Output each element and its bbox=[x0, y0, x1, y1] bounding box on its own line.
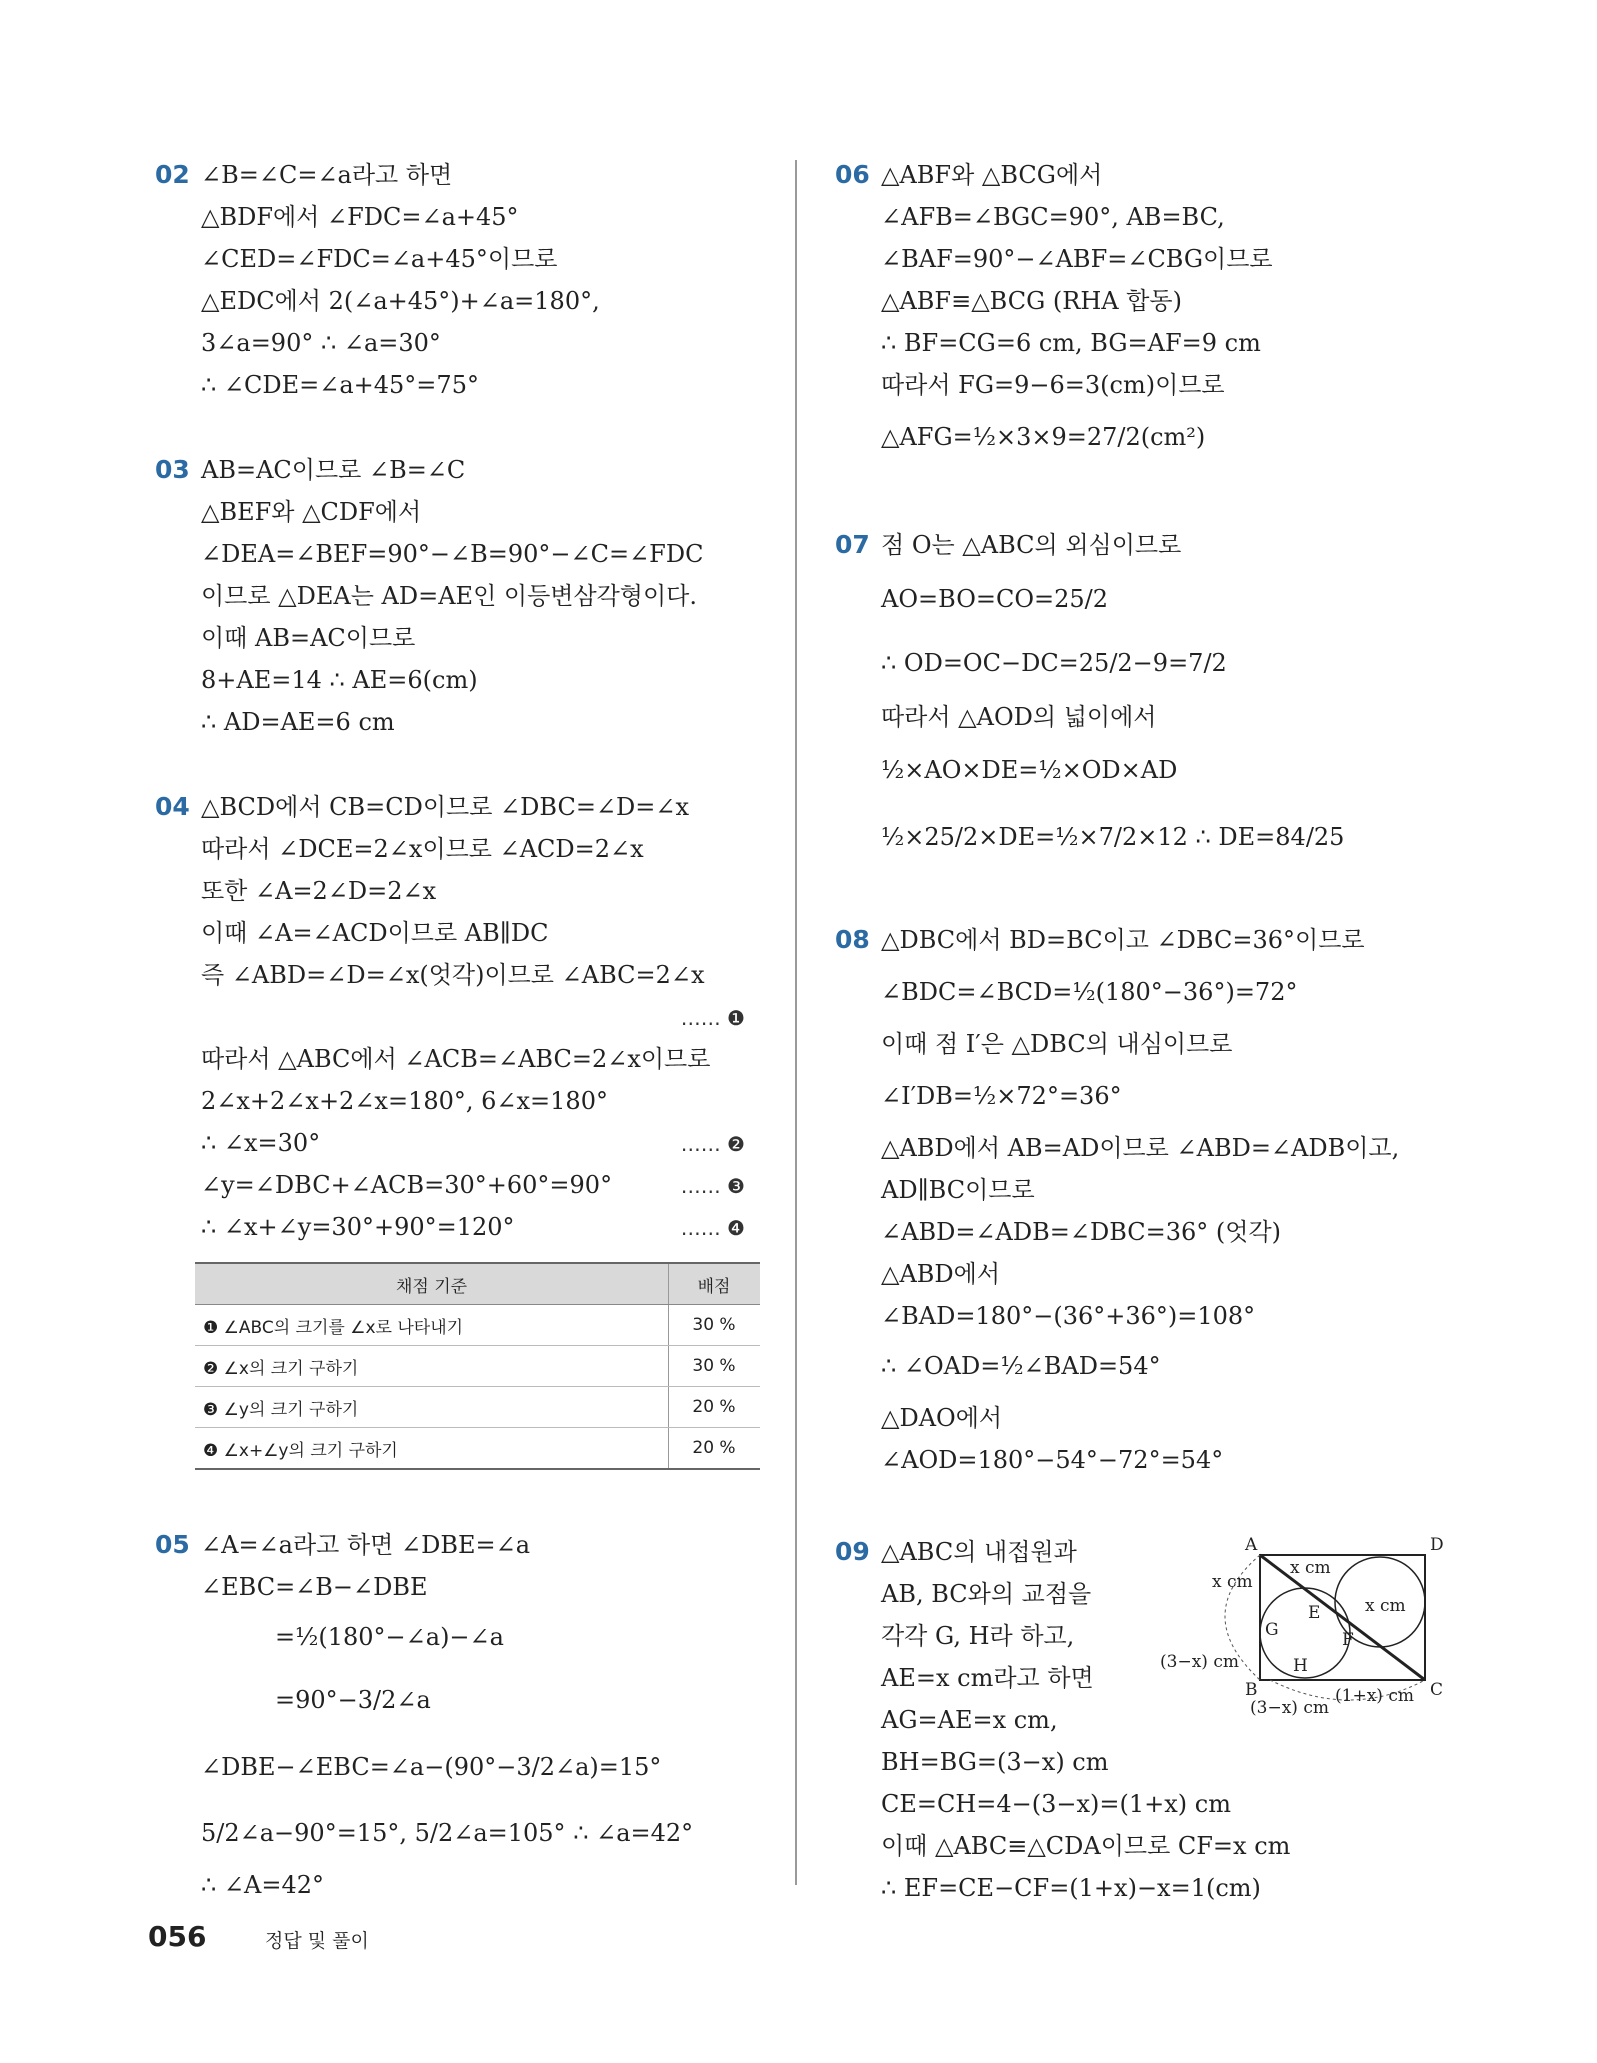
problem-number: 04 bbox=[155, 792, 190, 821]
solution-line: 각각 G, H라 하고, bbox=[881, 1622, 1075, 1650]
problem-number: 07 bbox=[835, 530, 870, 559]
label-E: E bbox=[1308, 1603, 1321, 1623]
solution-line: 이때 △ABC≡△CDA이므로 CF=x cm bbox=[881, 1832, 1291, 1860]
grading-header-row bbox=[195, 1263, 760, 1305]
solution-line: △BDF에서 ∠FDC=∠a+45° bbox=[201, 203, 519, 231]
solution-line: 이므로 △DEA는 AD=AE인 이등변삼각형이다. bbox=[201, 582, 697, 610]
grading-table bbox=[195, 1262, 760, 1470]
solution-line: 따라서 △AOD의 넓이에서 bbox=[881, 703, 1157, 731]
solution-line: ∴ ∠OAD=½∠BAD=54° bbox=[881, 1352, 1161, 1380]
label-D: D bbox=[1430, 1535, 1444, 1555]
solution-line: △ABF와 △BCG에서 bbox=[881, 161, 1103, 189]
solution-line: ∴ ∠x=30° bbox=[201, 1129, 321, 1157]
problem-number: 09 bbox=[835, 1537, 870, 1566]
solution-line: ∠AFB=∠BGC=90°, AB=BC, bbox=[881, 203, 1225, 231]
solution-line: ∴ ∠A=42° bbox=[201, 1871, 324, 1899]
solution-line: △BCD에서 CB=CD이므로 ∠DBC=∠D=∠x bbox=[201, 793, 690, 821]
solution-line: ∠y=∠DBC+∠ACB=30°+60°=90° bbox=[201, 1171, 613, 1199]
solution-line: △ABC의 내접원과 bbox=[881, 1538, 1077, 1566]
solution-line: ∠DEA=∠BEF=90°−∠B=90°−∠C=∠FDC bbox=[201, 540, 704, 568]
solution-line: AB=AC이므로 ∠B=∠C bbox=[201, 456, 466, 484]
solution-line: △AFG=½×3×9=27/2(cm²) bbox=[881, 423, 1206, 451]
solution-line: AG=AE=x cm, bbox=[881, 1706, 1058, 1734]
label-x-cm-top: x cm bbox=[1290, 1558, 1331, 1578]
problem-number: 06 bbox=[835, 160, 870, 189]
solution-line: =90°−3/2∠a bbox=[275, 1686, 431, 1714]
grading-points: 20 % bbox=[669, 1387, 761, 1428]
grading-row bbox=[195, 1428, 760, 1470]
grading-criterion: ❹ ∠x+∠y의 크기 구하기 bbox=[195, 1428, 669, 1470]
solution-line: ∠BAF=90°−∠ABF=∠CBG이므로 bbox=[881, 245, 1273, 273]
diagonal-ac bbox=[1260, 1555, 1425, 1680]
solution-line: △ABD에서 AB=AD이므로 ∠ABD=∠ADB이고, bbox=[881, 1134, 1400, 1162]
label-H: H bbox=[1293, 1656, 1308, 1676]
grading-row bbox=[195, 1305, 760, 1346]
grading-criterion: ❷ ∠x의 크기 구하기 bbox=[195, 1346, 669, 1387]
step-marker-3: …… ❸ bbox=[680, 1174, 745, 1198]
solution-line: ∠B=∠C=∠a라고 하면 bbox=[201, 161, 453, 189]
solution-line: ∠CED=∠FDC=∠a+45°이므로 bbox=[201, 245, 558, 273]
solution-line: ∠AOD=180°−54°−72°=54° bbox=[881, 1446, 1224, 1474]
solution-line: ∴ ∠x+∠y=30°+90°=120° bbox=[201, 1213, 515, 1241]
solution-line: =½(180°−∠a)−∠a bbox=[275, 1623, 504, 1651]
solution-line: 2∠x+2∠x+2∠x=180°, 6∠x=180° bbox=[201, 1087, 608, 1115]
solution-line: 따라서 FG=9−6=3(cm)이므로 bbox=[881, 371, 1225, 399]
solution-line: ∠A=∠a라고 하면 ∠DBE=∠a bbox=[201, 1531, 530, 1559]
solution-line: 8+AE=14 ∴ AE=6(cm) bbox=[201, 666, 478, 694]
step-marker-1: …… ❶ bbox=[680, 1006, 745, 1030]
solution-line: 이때 AB=AC이므로 bbox=[201, 624, 416, 652]
solution-line: AO=BO=CO=25/2 bbox=[881, 585, 1109, 613]
footer-label: 정답 및 풀이 bbox=[265, 1930, 369, 1952]
solution-line: ½×25/2×DE=½×7/2×12 ∴ DE=84/25 bbox=[881, 823, 1345, 851]
solution-line: ∴ BF=CG=6 cm, BG=AF=9 cm bbox=[881, 329, 1261, 357]
label-F: F bbox=[1342, 1630, 1354, 1650]
label-B: B bbox=[1245, 1680, 1258, 1700]
label-3-minus-x-bottom: (3−x) cm bbox=[1250, 1698, 1329, 1718]
page-number: 056 bbox=[148, 1920, 207, 1953]
solution-line: BH=BG=(3−x) cm bbox=[881, 1748, 1109, 1776]
label-x-cm-right: x cm bbox=[1365, 1596, 1406, 1616]
solution-line: AB, BC와의 교점을 bbox=[881, 1580, 1092, 1608]
grading-row bbox=[195, 1346, 760, 1387]
solution-line: △EDC에서 2(∠a+45°)+∠a=180°, bbox=[201, 287, 600, 315]
grading-points: 30 % bbox=[669, 1305, 761, 1346]
solution-line: ½×AO×DE=½×OD×AD bbox=[881, 756, 1178, 784]
problem-number: 02 bbox=[155, 160, 190, 189]
problem-number: 08 bbox=[835, 925, 870, 954]
solution-line: ∠ABD=∠ADB=∠DBC=36° (엇각) bbox=[881, 1218, 1282, 1246]
label-C: C bbox=[1430, 1680, 1444, 1700]
solution-line: ∠BAD=180°−(36°+36°)=108° bbox=[881, 1302, 1256, 1330]
solution-line: △ABF≡△BCG (RHA 합동) bbox=[881, 287, 1182, 315]
column-divider bbox=[795, 160, 797, 1885]
solution-line: 따라서 △ABC에서 ∠ACB=∠ABC=2∠x이므로 bbox=[201, 1045, 711, 1073]
solution-line: 5/2∠a−90°=15°, 5/2∠a=105° ∴ ∠a=42° bbox=[201, 1819, 694, 1847]
problem-number: 03 bbox=[155, 455, 190, 484]
solution-line: 즉 ∠ABD=∠D=∠x(엇각)이므로 ∠ABC=2∠x bbox=[201, 961, 705, 989]
grading-header-criteria: 채점 기준 bbox=[195, 1263, 669, 1305]
label-A: A bbox=[1245, 1535, 1258, 1555]
solution-line: AD∥BC이므로 bbox=[881, 1176, 1035, 1204]
label-x-cm-left: x cm bbox=[1212, 1572, 1253, 1592]
solution-line: 또한 ∠A=2∠D=2∠x bbox=[201, 877, 437, 905]
solution-line: 점 O는 △ABC의 외심이므로 bbox=[881, 531, 1182, 559]
solution-line: ∴ ∠CDE=∠a+45°=75° bbox=[201, 371, 479, 399]
step-marker-2: …… ❷ bbox=[680, 1132, 745, 1156]
solution-line: 따라서 ∠DCE=2∠x이므로 ∠ACD=2∠x bbox=[201, 835, 644, 863]
solution-line: △DBC에서 BD=BC이고 ∠DBC=36°이므로 bbox=[881, 926, 1365, 954]
solution-line: △ABD에서 bbox=[881, 1260, 1001, 1288]
label-G: G bbox=[1265, 1620, 1279, 1640]
solution-line: AE=x cm라고 하면 bbox=[881, 1664, 1094, 1692]
solution-line: ∴ OD=OC−DC=25/2−9=7/2 bbox=[881, 649, 1227, 677]
solution-line: 3∠a=90° ∴ ∠a=30° bbox=[201, 329, 441, 357]
grading-header-points: 배점 bbox=[669, 1263, 761, 1305]
problem-number: 05 bbox=[155, 1530, 190, 1559]
grading-row bbox=[195, 1387, 760, 1428]
label-3-minus-x-left: (3−x) cm bbox=[1160, 1652, 1239, 1672]
grading-points: 20 % bbox=[669, 1428, 761, 1470]
solution-line: ∠EBC=∠B−∠DBE bbox=[201, 1573, 428, 1601]
solution-line: ∠DBE−∠EBC=∠a−(90°−3/2∠a)=15° bbox=[201, 1753, 662, 1781]
solution-line: ∴ EF=CE−CF=(1+x)−x=1(cm) bbox=[881, 1874, 1261, 1902]
solution-line: △BEF와 △CDF에서 bbox=[201, 498, 422, 526]
solution-line: ∴ AD=AE=6 cm bbox=[201, 708, 395, 736]
solution-line: 이때 ∠A=∠ACD이므로 AB∥DC bbox=[201, 919, 549, 947]
solution-line: CE=CH=4−(3−x)=(1+x) cm bbox=[881, 1790, 1231, 1818]
step-marker-4: …… ❹ bbox=[680, 1216, 745, 1240]
solution-line: ∠BDC=∠BCD=½(180°−36°)=72° bbox=[881, 978, 1298, 1006]
label-1-plus-x: (1+x) cm bbox=[1335, 1686, 1414, 1706]
solution-line: ∠I′DB=½×72°=36° bbox=[881, 1082, 1122, 1110]
rectangle-incircle-figure bbox=[1150, 1515, 1450, 1725]
solution-line: 이때 점 I′은 △DBC의 내심이므로 bbox=[881, 1030, 1233, 1058]
grading-criterion: ❶ ∠ABC의 크기를 ∠x로 나타내기 bbox=[195, 1305, 669, 1346]
solution-line: △DAO에서 bbox=[881, 1404, 1003, 1432]
grading-criterion: ❸ ∠y의 크기 구하기 bbox=[195, 1387, 669, 1428]
grading-points: 30 % bbox=[669, 1346, 761, 1387]
